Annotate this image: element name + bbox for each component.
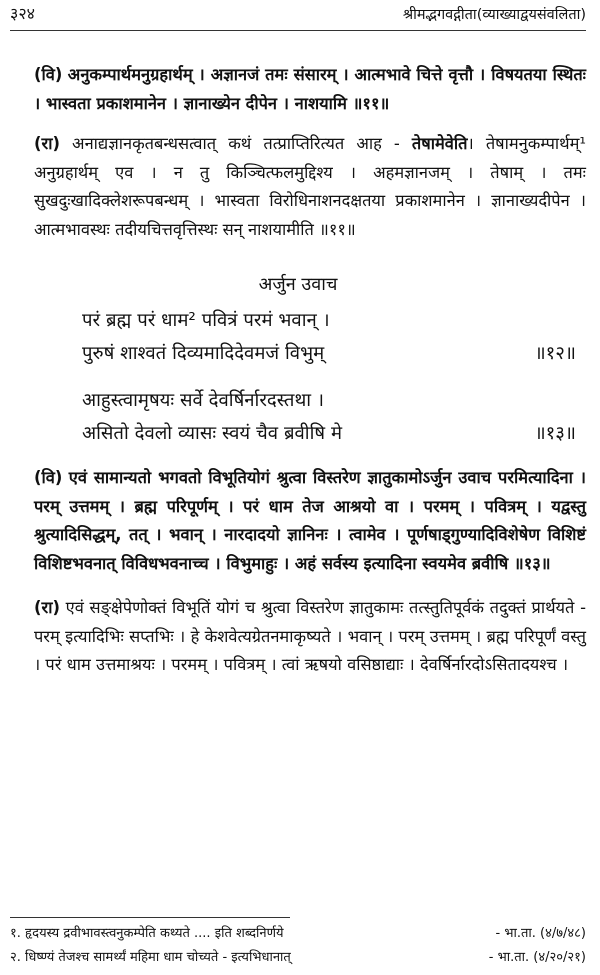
commentary-highlight: तेषामेवेति [411,134,468,153]
commentary-paragraph-2 [10,130,586,244]
page-number: ३२४ [10,4,35,23]
commentary-label: (वि) [34,468,63,487]
footnote-text: १. हृदयस्य द्रवीभावस्त्वनुकम्पेति कथ्यते .... इति शब्दनिर्णये [10,926,284,941]
running-title: श्रीमद्भगवद्गीता(व्याख्याद्वयसंवलिता) [402,7,586,23]
commentary-label: (रा) [34,598,60,617]
commentary-text: एवं सामान्यतो भगवतो विभूतियोगं श्रुत्वा विस्तरेण ज्ञातुकामोऽर्जुन उवाच परमित्यादिना । परम् उत्तमम् । ब्रह्म परिपूर्णम् । परं धाम तेज आश्रयो वा । परमम् । पवित्रम् । यद्वस्तु श्रुत्यादिसिद्धम्, तत् । भवान् । नारदादयो ज्ञानिनः । त्वामेव । पूर्णषाड्गुण्यादिविशेषेण विशिष्टं विशिष्टभवनात् विविधभवनाच्च । विभुमाहुः । अहं सर्वस्य इत्यादिना स्वयमेव ब्रवीषि ॥१३॥ [34,468,586,573]
commentary-text: । तेषामनुकम्पार्थम्¹ अनुग्रहार्थम् एव । न तु किञ्चित्फलमुद्दिश्य । अहमज्ञानजम् । तेषाम् । तमः सुखदुःखादिक्लेशरूपबन्धम् । भास्वता विरोधिनाशनदक्षतया प्रकाशमानेन । ज्ञानाख्यदीपेन । आत्मभावस्थः तदीयचित्तवृत्तिस्थः सन् नाशयामीति ॥११॥ [34,134,586,239]
commentary-label: (वि) [34,65,63,84]
commentary-label: (रा) [34,134,60,153]
commentary-text: अनाद्यज्ञानकृतबन्धसत्वात् कथं तत्प्राप्तिरित्यत आह - [72,134,412,153]
verse-number: ॥१३॥ [534,423,576,444]
verse-text: परं ब्रह्म परं धाम² पवित्रं परमं भवान् । [82,310,330,331]
verse-text: असितो देवलो व्यासः स्वयं चैव ब्रवीषि मे [82,423,343,444]
verse-gap [10,370,586,384]
verse-text: पुरुषं शाश्वतं दिव्यमादिदेवमजं विभुम् [82,343,325,364]
page-header [10,0,586,30]
commentary-text: अनुकम्पार्थमनुग्रहार्थम् । अज्ञानजं तमः संसारम् । आत्मभावे चित्ते वृत्तौ । विषयतया स्थितः । भास्वता प्रकाशमानेन । ज्ञानाख्येन दीपेन । नाशयामि ॥११॥ [34,65,586,113]
footnotes [10,922,586,970]
verse-line [10,417,586,450]
footnote [10,946,586,970]
verse-line [10,304,586,337]
speaker-heading: अर्जुन उवाच [258,274,338,295]
commentary-text: एवं सङ्क्षेपेणोक्तं विभूतिं योगं च श्रुत्वा विस्तरेण ज्ञातुकामः तत्स्तुतिपूर्वकं तदुक्तं प्रार्थयते - परम् इत्यादिभिः सप्तभिः । हे केशवेत्यग्रेतनमाकृष्यते । भवान् । परम् उत्तमम् । ब्रह्म परिपूर्णं वस्तु । परं धाम उत्तमाश्रयः । परमम् । पवित्रम् । त्वां ऋषयो वसिष्ठाद्याः । देवर्षिर्नारदोऽसितादयश्च । [34,598,586,674]
header-rule [10,30,586,31]
commentary-paragraph-3 [10,464,586,578]
footnote-rule [10,917,290,918]
verse-line [10,337,586,370]
commentary-paragraph-1 [10,61,586,118]
verse-line [10,384,586,417]
footnote-reference: - भा.ता. (४/७/४८) [495,926,586,941]
footnote-reference: - भा.ता. (४/२०/२१) [488,950,586,965]
verse-text: आहुस्त्वामृषयः सर्वे देवर्षिर्नारदस्तथा । [82,390,324,411]
verse-number: ॥१२॥ [534,343,576,364]
commentary-paragraph-4 [10,594,586,680]
footnote [10,922,586,946]
footnote-text: २. धिष्ण्यं तेजश्च सामर्थ्यं महिमा धाम चोच्यते - इत्यभिधानात् [10,950,291,965]
